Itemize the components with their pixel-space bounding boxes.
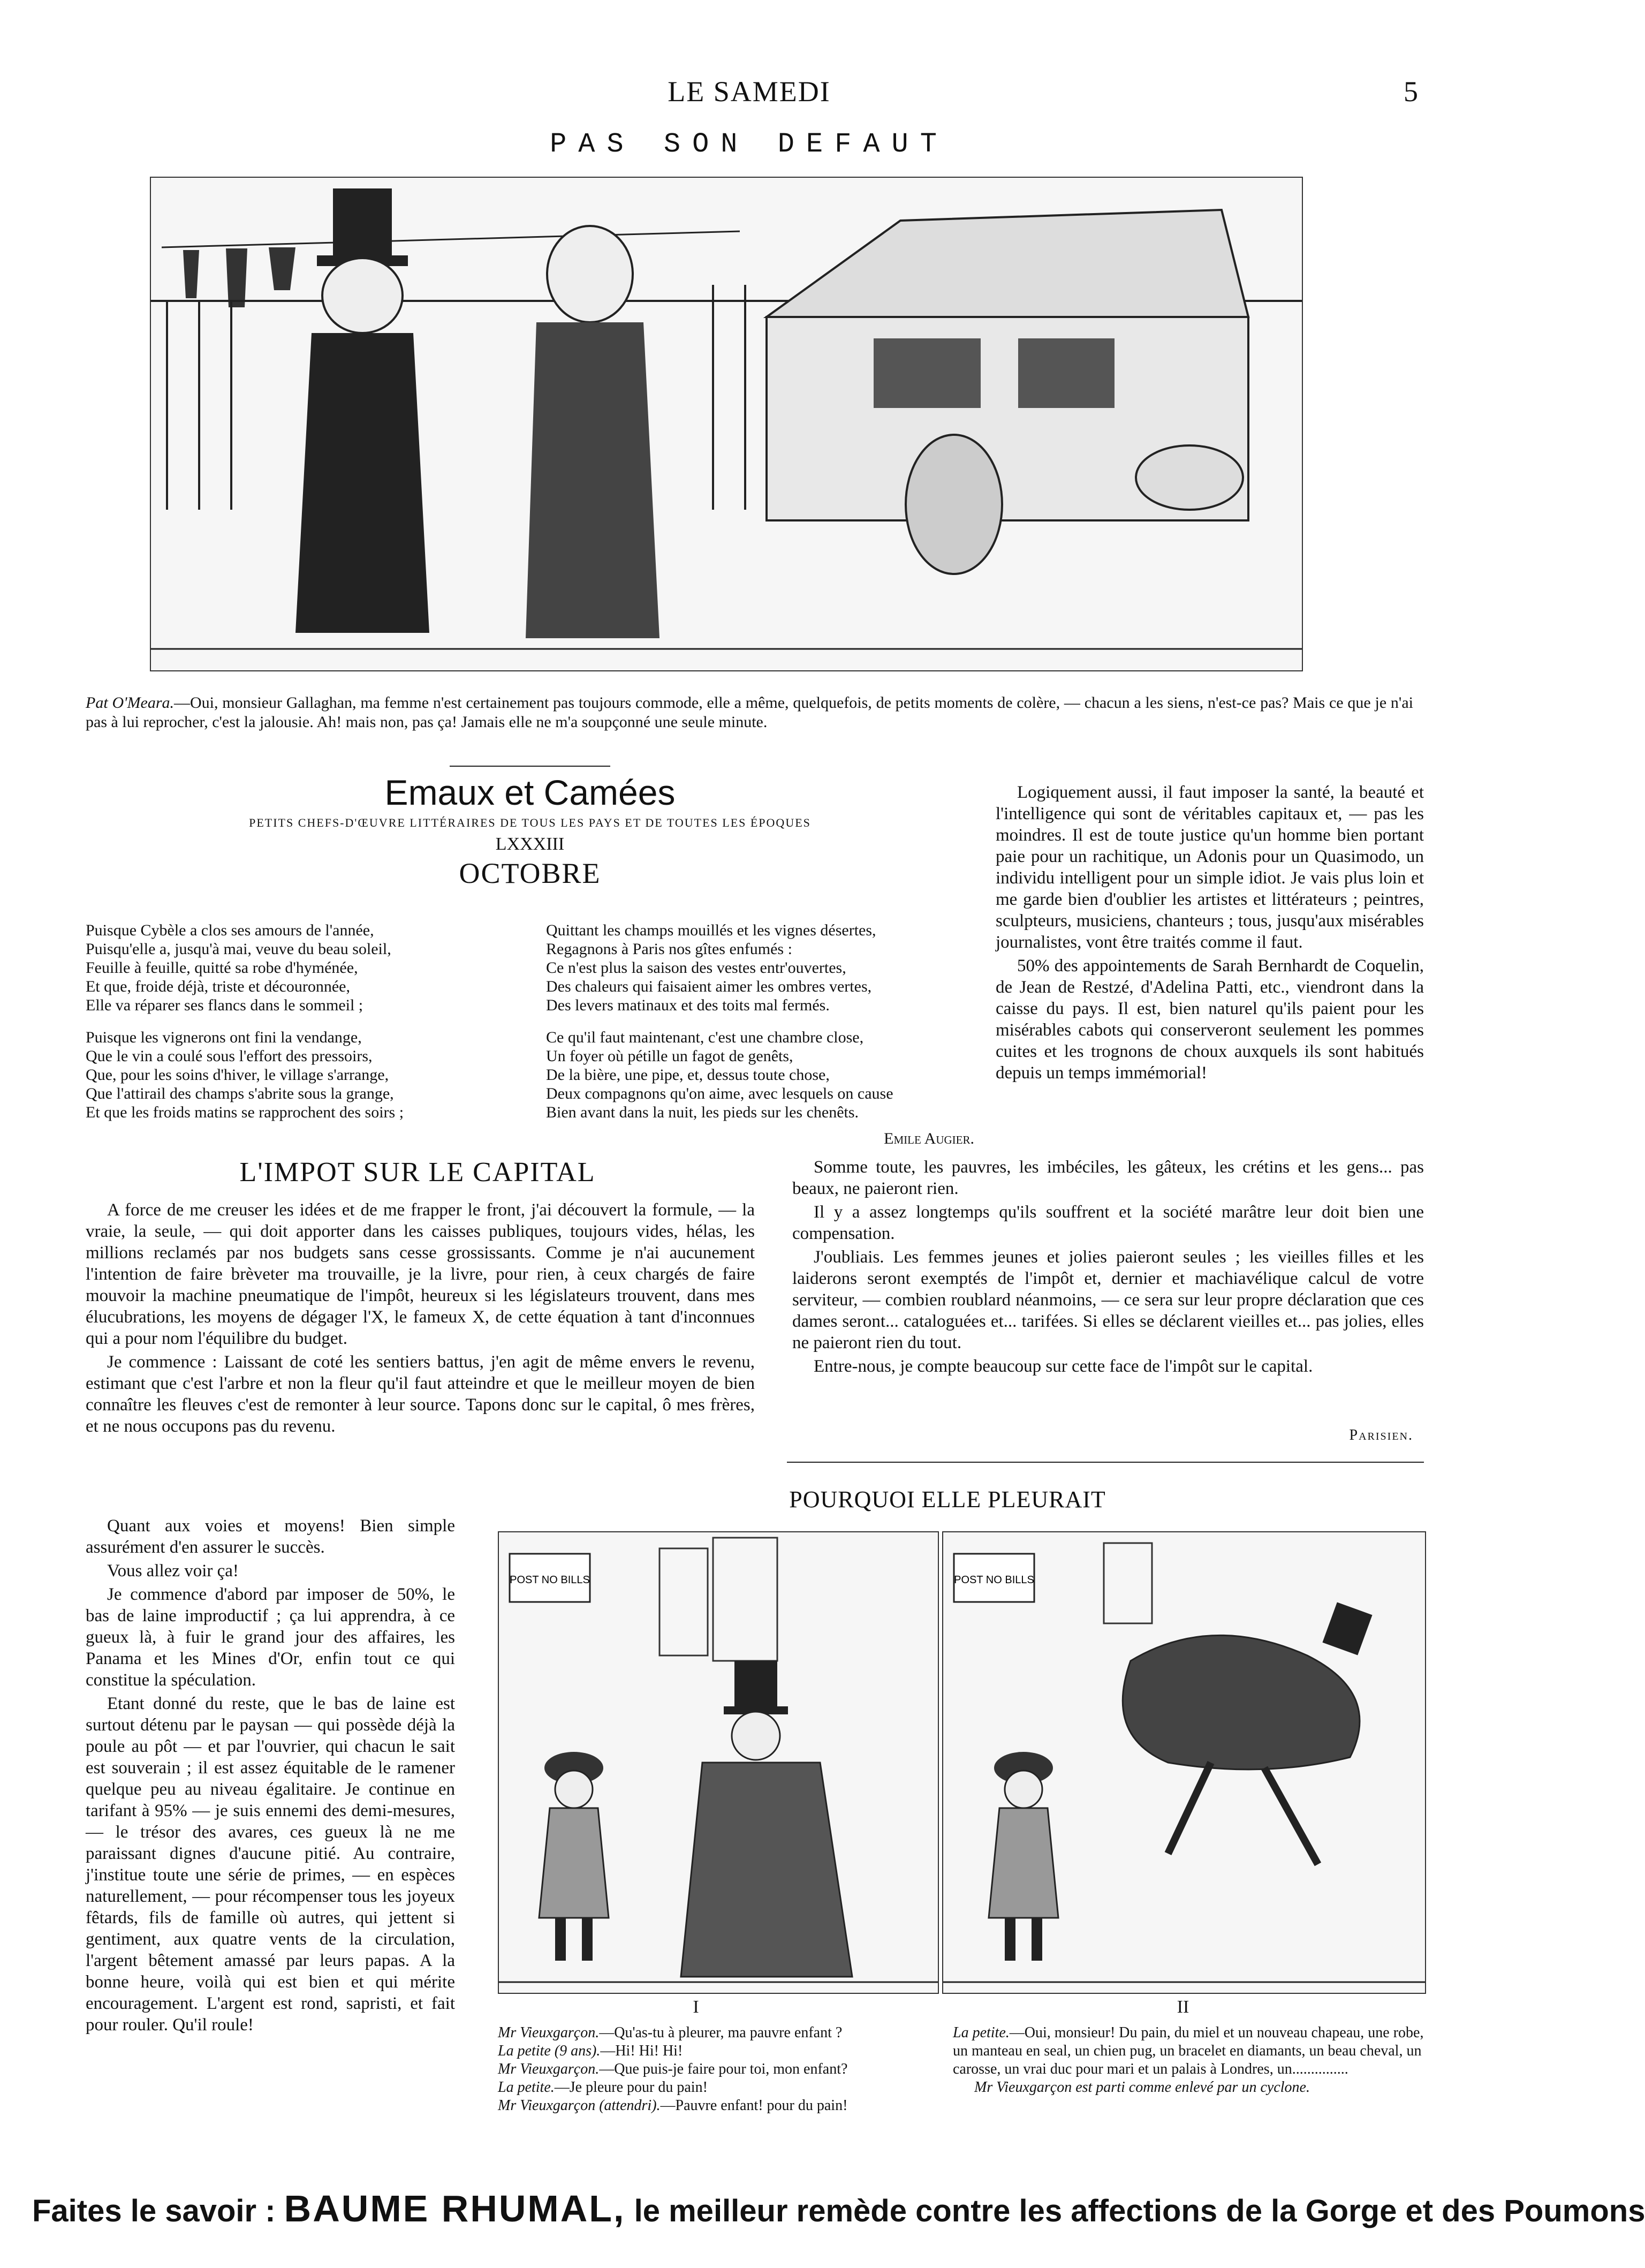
poem-line: Que l'attirail des champs s'abrite sous la grange, — [86, 1085, 394, 1102]
page-header — [0, 59, 1498, 166]
poem-line: Quittant les champs mouillés et les vignes désertes, — [546, 921, 876, 939]
dialog-line: —Qu'as-tu à pleurer, ma pauvre enfant ? — [599, 2024, 843, 2041]
impot-column-right-top — [996, 782, 1424, 1086]
poem-line: Des chaleurs qui faisaient aimer les ombres vertes, — [546, 978, 872, 995]
emaux-title: Emaux et Camées — [384, 773, 676, 812]
advertisement — [32, 2187, 1645, 2230]
dialog-line: —Que puis-je faire pour toi, mon enfant? — [599, 2061, 848, 2077]
paragraph: Somme toute, les pauvres, les imbéciles, les gâteux, les crétins et les gens... pas beaux, ne paieront rien. — [792, 1158, 1424, 1198]
paragraph: J'oubliais. Les femmes jeunes et jolies paieront seules ; les vieilles filles et les laiderons seront exemptés de l'impôt et, dernier et machiavélique calcul de votre serviteur, — combien roublard néanmoins, — ce sera sur leur propre déclaration que ces dames seront... cataloguées et... tarifées. Si elles se déclarent vieilles et... pas jolies, elles ne paieront rien du tout. — [792, 1248, 1424, 1352]
pourquoi-title: POURQUOI ELLE PLEURAIT — [789, 1486, 1106, 1513]
panel-2-illustration — [942, 1531, 1426, 1994]
dialog-2 — [953, 2024, 1424, 2097]
emaux-number: LXXXIII — [495, 834, 565, 854]
top-cartoon-caption — [86, 693, 1413, 732]
speaker: La petite (9 ans). — [498, 2043, 601, 2059]
top-cartoon-illustration — [150, 177, 1303, 671]
poem-author: Emile Augier. — [884, 1130, 974, 1147]
dialog-1 — [498, 2024, 905, 2115]
impot-column-right-bottom — [792, 1156, 1424, 1379]
speaker: La petite. — [498, 2079, 555, 2096]
paragraph: Je commence : Laissant de coté les sentiers battus, j'en agit de même envers le revenu, estimant que c'est l'arbre et non la fleur qu'il faut atteindre et que le meilleur moyen de bien connaître les fleuves c'est de remonter à leur source. Tapons donc sur le capital, ô mes frères, et ne nous occupons pas du revenu. — [86, 1352, 755, 1436]
paragraph: Logiquement aussi, il faut imposer la santé, la beauté et l'intelligence qui sont de véritables capitaux et, — pas les moindres. Il est de toute justice qu'un homme bien portant paie pour un rachitique, un Adonis pour un Quasimodo, un individu intelligent pour un simple idiot. Je vais plus loin et me garde bien d'oublier les artistes et littérateurs ; peintres, sculpteurs, musiciens, chanteurs ; tous, jusqu'aux misérables journalistes, vont être traités comme il faut. — [996, 783, 1424, 952]
poem-line: Des levers matinaux et des toits mal fermés. — [546, 996, 830, 1014]
paragraph: Vous allez voir ça! — [107, 1561, 239, 1581]
emaux-subtitle: PETITS CHEFS-D'ŒUVRE LITTÉRAIRES DE TOUS LES PAYS ET DE TOUTES LES ÉPOQUES — [249, 816, 811, 829]
speaker: Mr Vieuxgarçon (attendri). — [498, 2097, 661, 2114]
poem-line: Elle va réparer ses flancs dans le sommeil ; — [86, 996, 363, 1014]
cartoon-title: PAS SON DEFAUT — [550, 128, 949, 160]
stanza-2-right — [546, 1028, 985, 1122]
masthead: LE SAMEDI — [668, 75, 831, 108]
paragraph: Entre-nous, je compte beaucoup sur cette face de l'impôt sur le capital. — [814, 1357, 1313, 1376]
poem-line: Que le vin a coulé sous l'effort des pressoirs, — [86, 1047, 373, 1065]
paragraph: Etant donné du reste, que le bas de laine est surtout détenu par le paysan — qui possède déjà la poule au pôt — et par l'ouvrier, qui chacun le sait est souverain ; il est assez équitable de le ramener quelque peu au niveau égalitaire. Je continue en tarifant à 95% — je suis ennemi des demi-mesures, — le trésor des avares, ces gueux là ne me paraissant dignes d'aucune pitié. Au contraire, j'institue toute une série de primes, — en espèces naturellement, — pour récompenser tous les joyeux fêtards, fils de famille où autres, qui jettent si gentiment, aux quatre vents de la circulation, l'argent bêtement amassé par leurs papas. A la bonne heure, voilà qui est bien et qui mérite encouragement. L'argent est rond, sapristi, et fait pour rouler. Qu'il roule! — [86, 1694, 455, 2035]
caption-text: —Oui, monsieur Gallaghan, ma femme n'est certainement pas toujours commode, elle a même, quelquefois, de petits moments de colère, — chacun a les siens, n'est-ce pas? Mais ce que je n'ai pas à lui reprocher, c'est la jalousie. Ah! mais non, pas ça! Jamais elle ne m'a soupçonné une seule minute. — [86, 694, 1413, 731]
panel-1-illustration — [498, 1531, 939, 1994]
poem-line: Puisque Cybèle a clos ses amours de l'année, — [86, 921, 374, 939]
paragraph: 50% des appointements de Sarah Bernhardt de Coquelin, de Jean de Restzé, d'Adelina Patti, etc., viendront dans la caisse du pays. Il est, bien naturel qu'ils paient pour les misérables cabots qui conserveront seulement les pommes cuites et les trognons de choux auxquels ils sont habitués depuis un temps immémorial! — [996, 956, 1424, 1083]
sign-text: POST NO BILLS — [510, 1574, 590, 1586]
dialog-line: —Pauvre enfant! pour du pain! — [660, 2097, 848, 2114]
sign-text: POST NO BILLS — [954, 1574, 1034, 1586]
poem-line: Et que, froide déjà, triste et découronnée, — [86, 978, 350, 995]
dialog-line: —Hi! Hi! Hi! — [600, 2043, 683, 2059]
paragraph: Quant aux voies et moyens! Bien simple assurément d'en assurer le succès. — [86, 1516, 455, 1557]
poem-line: Un foyer où pétille un fagot de genêts, — [546, 1047, 793, 1065]
poem-line: Que, pour les soins d'hiver, le village s'arrange, — [86, 1066, 389, 1084]
paragraph: Je commence d'abord par imposer de 50%, le bas de laine improductif ; ça lui apprendra, à ce gueux là, à fuir le grand jour des affaires, les Panama et les Mines d'Or, enfin tout ce qui constitue la spéculation. — [86, 1585, 455, 1690]
poem-line: De la bière, une pipe, et, dessus toute chose, — [546, 1066, 830, 1084]
emaux-section — [80, 766, 980, 890]
caption-speaker: Pat O'Meara. — [86, 694, 175, 712]
dialog-line: Mr Vieuxgarçon est parti comme enlevé par un cyclone. — [974, 2079, 1310, 2096]
poem-line: Regagnons à Paris nos gîtes enfumés : — [546, 940, 792, 958]
poem-line: Bien avant dans la nuit, les pieds sur les chenêts. — [546, 1103, 859, 1121]
dialog-line: —Oui, monsieur! Du pain, du miel et un nouveau chapeau, une robe, un manteau en seal, un chien pug, un bracelet en diamants, un beau cheval, un carosse, un vrai duc pour mari et un palais à Londres, un............... — [953, 2024, 1424, 2077]
paragraph: A force de me creuser les idées et de me frapper le front, j'ai découvert la formule, — la vraie, la seule, — qui doit apporter dans les caisses publiques, toujours vides, hélas, les millions reclamés par nos budgets sans cesse grossissants. Comme je n'ai aucunement l'intention de faire brèveter ma trouvaille, je la livre, pour rien, à ceux chargés de faire mouvoir la machine pneumatique de l'impôt, heureux si les législateurs trouvent, dans mes élucubrations, les moyens de dégager l'X, le fameux X, de cette équation à tant d'inconnues qui a pour nom l'équilibre du budget. — [86, 1200, 755, 1348]
stanza-1-left — [86, 921, 525, 1015]
ad-suffix: le meilleur remède contre les affections de la Gorge et des Poumons — [634, 2194, 1645, 2228]
stanza-2-left — [86, 1028, 525, 1122]
impot-title: L'IMPOT SUR LE CAPITAL — [239, 1157, 596, 1188]
impot-column-left — [86, 1515, 455, 2038]
paragraph: Il y a assez longtemps qu'ils souffrent et la société marâtre leur doit bien une compensation. — [792, 1203, 1424, 1243]
poem-title: OCTOBRE — [459, 857, 601, 889]
stanza-1-right — [546, 921, 985, 1015]
speaker: Mr Vieuxgarçon. — [498, 2024, 600, 2041]
panel-1-number: I — [693, 1997, 699, 2017]
speaker: Mr Vieuxgarçon. — [498, 2061, 600, 2077]
ad-prefix: Faites le savoir : — [32, 2194, 276, 2228]
speaker: La petite. — [953, 2024, 1010, 2041]
page-number: 5 — [1404, 75, 1418, 108]
impot-intro — [86, 1199, 755, 1439]
poem-line: Puisque les vignerons ont fini la vendange, — [86, 1029, 362, 1046]
poem-line: Puisqu'elle a, jusqu'à mai, veuve du beau soleil, — [86, 940, 391, 958]
poem-line: Ce n'est plus la saison des vestes entr'ouvertes, — [546, 959, 846, 977]
poem-line: Ce qu'il faut maintenant, c'est une chambre close, — [546, 1029, 864, 1046]
poem-line: Feuille à feuille, quitté sa robe d'hyménée, — [86, 959, 358, 977]
impot-signature: Parisien. — [1349, 1427, 1413, 1443]
panel-2-number: II — [1177, 1997, 1189, 2017]
poem-line: Deux compagnons qu'on aime, avec lesquels on cause — [546, 1085, 893, 1102]
dialog-line: —Je pleure pour du pain! — [554, 2079, 708, 2096]
ad-brand: BAUME RHUMAL, — [284, 2188, 626, 2229]
poem-line: Et que les froids matins se rapprochent des soirs ; — [86, 1103, 404, 1121]
divider — [787, 1462, 1424, 1463]
